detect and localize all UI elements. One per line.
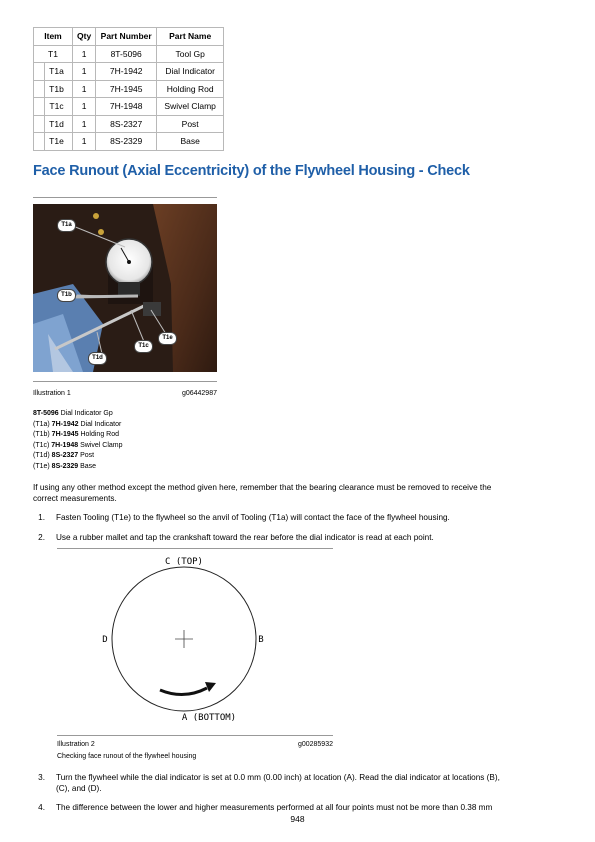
callout-t1c: T1c <box>134 340 153 353</box>
cell-item <box>34 80 73 98</box>
table-row <box>34 115 224 133</box>
parts-item-number: 8T-5096 <box>33 410 59 417</box>
label-right: B <box>258 635 264 645</box>
cell-part-number: 7H-1942 <box>96 63 157 81</box>
table-row <box>34 98 224 116</box>
header-qty: Qty <box>73 28 96 46</box>
cell-item <box>34 115 73 133</box>
step-text: Turn the flywheel while the dial indicator is set at 0.0 mm (0.00 inch) at location (A). Read the dial indicator at locations (B), <box>56 773 500 782</box>
step-number: 2. <box>38 533 45 542</box>
illustration-1-photo <box>33 204 217 372</box>
cell-item <box>34 133 73 151</box>
intro-paragraph <box>33 483 563 504</box>
cell-item-label: T1b <box>49 83 64 94</box>
parts-list-item <box>33 430 123 441</box>
table-row <box>34 63 224 81</box>
parts-item-number: 8S-2329 <box>51 462 79 470</box>
parts-item-number: 8S-2327 <box>51 452 79 459</box>
illustration-1-caption: Illustration 1 <box>33 390 71 397</box>
cell-item-label: T1d <box>49 118 64 129</box>
cell-part-number: 7H-1945 <box>96 80 157 98</box>
step-number: 3. <box>38 773 45 782</box>
parts-item-name: Post <box>78 452 95 459</box>
divider <box>57 548 333 549</box>
cell-item <box>34 98 73 116</box>
step-text: Fasten Tooling (T1e) to the flywheel so the anvil of Tooling (T1a) will contact the face of the flywheel housing. <box>56 513 450 522</box>
parts-item-number: 7H-1945 <box>51 431 79 438</box>
callout-t1b: T1b <box>57 289 76 302</box>
illustration-2-caption: Illustration 2 <box>57 741 95 748</box>
parts-item-name: Dial Indicator <box>78 420 122 428</box>
parts-list-item <box>33 441 123 452</box>
parts-item-name: Holding Rod <box>78 431 119 438</box>
step-number: 4. <box>38 803 45 812</box>
cell-part-name: Holding Rod <box>157 80 224 98</box>
step-text: The difference between the lower and higher measurements performed at all four points must not be more than 0.38 mm <box>56 803 493 812</box>
parts-list-item <box>33 451 123 462</box>
divider <box>57 735 333 736</box>
cell-qty: 1 <box>73 63 96 81</box>
parts-item-number: 7H-1948 <box>51 441 79 449</box>
cell-qty: 1 <box>73 115 96 133</box>
header-part-name: Part Name <box>157 28 224 46</box>
parts-list <box>33 409 123 472</box>
runout-diagram <box>57 552 333 730</box>
parts-item-name: Dial Indicator Gp <box>58 410 113 417</box>
cell-part-name: Base <box>157 133 224 151</box>
parts-item-ref: (T1d) <box>33 452 52 459</box>
intro-line: correct measurements. <box>33 493 117 503</box>
parts-item-name: Base <box>78 462 97 470</box>
parts-item-ref: (T1a) <box>33 420 52 428</box>
parts-list-item <box>33 420 123 431</box>
cell-part-number: 7H-1948 <box>96 98 157 116</box>
parts-item-ref: (T1c) <box>33 441 52 449</box>
page-number: 948 <box>290 814 305 824</box>
cell-qty: 1 <box>73 45 96 63</box>
table-row <box>34 133 224 151</box>
table-row <box>34 80 224 98</box>
label-left: D <box>102 635 108 645</box>
cell-item-label: T1c <box>49 101 64 112</box>
illustration-1-code: g06442987 <box>181 390 217 397</box>
section-title: Face Runout (Axial Eccentricity) of the Flywheel Housing - Check <box>33 163 470 179</box>
step-number: 1. <box>38 513 45 522</box>
parts-item-number: 7H-1942 <box>51 420 79 428</box>
rotation-arrow-head <box>205 682 216 692</box>
cell-item: T1 <box>34 45 73 63</box>
table-header-row <box>34 28 224 46</box>
header-item: Item <box>34 28 73 46</box>
cell-part-name: Dial Indicator <box>157 63 224 81</box>
parts-list-item <box>33 409 123 420</box>
cell-part-name: Post <box>157 115 224 133</box>
cell-item-label: T1e <box>49 136 64 147</box>
cell-part-number: 8S-2329 <box>96 133 157 151</box>
parts-item-ref: (T1e) <box>33 462 52 470</box>
header-part-number: Part Number <box>96 28 157 46</box>
cell-qty: 1 <box>73 98 96 116</box>
cell-part-number: 8S-2327 <box>96 115 157 133</box>
cell-part-name: Tool Gp <box>157 45 224 63</box>
callout-t1e: T1e <box>158 332 177 345</box>
cell-part-name: Swivel Clamp <box>157 98 224 116</box>
parts-item-ref: (T1b) <box>33 431 52 438</box>
tooling-table <box>33 27 224 151</box>
cell-item-label: T1a <box>49 66 64 77</box>
divider <box>33 197 217 198</box>
cell-qty: 1 <box>73 133 96 151</box>
step-text: (C), and (D). <box>56 783 102 793</box>
cell-item <box>34 63 73 81</box>
parts-item-name: Swivel Clamp <box>78 441 123 449</box>
step-text: Use a rubber mallet and tap the crankshaft toward the rear before the dial indicator is read at each point. <box>56 533 434 542</box>
illustration-2-description: Checking face runout of the flywheel housing <box>57 753 197 760</box>
illustration-2-code: g00285932 <box>297 741 333 748</box>
label-top: C (TOP) <box>165 557 203 567</box>
rotation-arrow <box>160 688 207 695</box>
divider <box>33 381 217 382</box>
cell-part-number: 8T-5096 <box>96 45 157 63</box>
callout-t1a: T1a <box>57 219 76 232</box>
intro-line: If using any other method except the method given here, remember that the bearing clearance must be removed to receive the <box>33 483 492 492</box>
callout-t1d: T1d <box>88 352 107 365</box>
table-row <box>34 45 224 63</box>
parts-list-item <box>33 462 123 473</box>
cell-qty: 1 <box>73 80 96 98</box>
label-bottom: A (BOTTOM) <box>181 713 237 723</box>
